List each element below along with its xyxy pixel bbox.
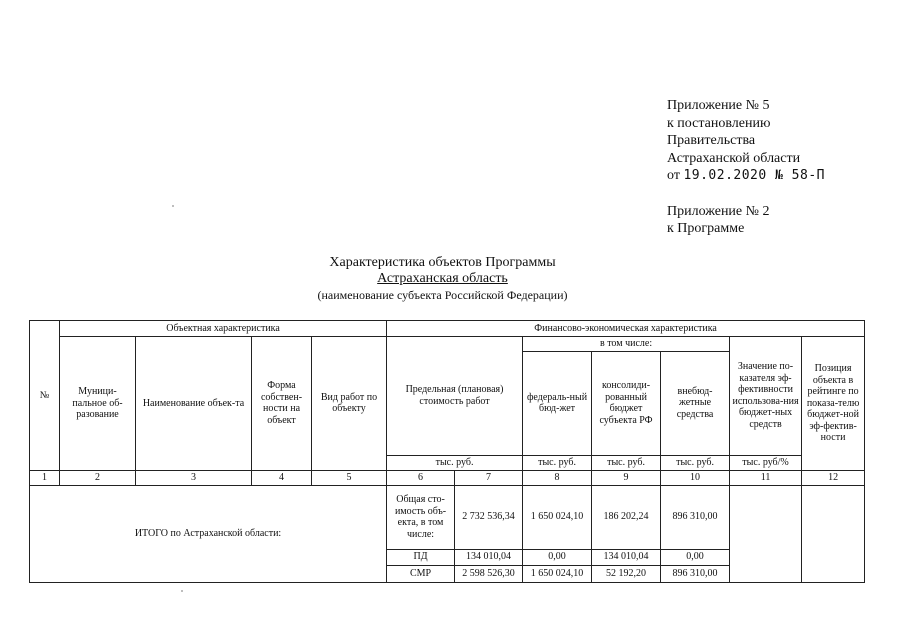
col-number: 4: [252, 470, 312, 485]
header-finance: Финансово-экономическая характеристика: [387, 321, 865, 337]
col-number: 3: [136, 470, 252, 485]
stamp-line: Правительства: [667, 133, 756, 148]
header-object: Объектная характеристика: [60, 321, 387, 337]
col-number: 11: [730, 470, 802, 485]
stamp-line: к Программе: [667, 221, 745, 236]
total-label: ИТОГО по Астраханской области:: [30, 485, 387, 582]
consolidated-value: 52 192,20: [592, 565, 661, 582]
indicator-value: [730, 485, 802, 582]
row-label: Общая сто-имость объ-екта, в том числе:: [387, 485, 455, 549]
extra-value: 896 310,00: [661, 565, 730, 582]
region-name: Астраханская область: [377, 271, 508, 286]
federal-value: 1 650 024,10: [523, 485, 592, 549]
col-number: 5: [312, 470, 387, 485]
col-number: 9: [592, 470, 661, 485]
header-works: Вид работ по объекту: [312, 337, 387, 471]
consolidated-value: 134 010,04: [592, 549, 661, 565]
stamp-line: к постановлению: [667, 115, 771, 131]
col-number: 2: [60, 470, 136, 485]
col-number: 7: [455, 470, 523, 485]
region-caption: (наименование субъекта Российской Федерации): [317, 288, 568, 302]
stamp-line: Приложение № 5: [667, 98, 770, 113]
cost-value: 134 010,04: [455, 549, 523, 565]
consolidated-value: 186 202,24: [592, 485, 661, 549]
header-form: Форма собствен-ности на объект: [252, 337, 312, 471]
row-label: СМР: [387, 565, 455, 582]
header-consolidated: консолиди-рованный бюджет субъекта РФ: [592, 351, 661, 455]
cost-value: 2 732 536,34: [455, 485, 523, 549]
row-label: ПД: [387, 549, 455, 565]
scan-speck: [181, 590, 183, 592]
header-rating: Позиция объекта в рейтинге по показа-телю бюджет-ной эф-фектив-ности: [802, 337, 865, 471]
header-federal: федераль-ный бюд-жет: [523, 351, 592, 455]
rating-value: [802, 485, 865, 582]
objects-table: [29, 320, 865, 583]
date-prefix: от: [667, 168, 680, 183]
federal-value: 1 650 024,10: [523, 565, 592, 582]
unit-consolidated: тыс. руб.: [592, 455, 661, 470]
extra-value: 896 310,00: [661, 485, 730, 549]
unit-cost: тыс. руб.: [387, 455, 523, 470]
federal-value: 0,00: [523, 549, 592, 565]
unit-extra: тыс. руб.: [661, 455, 730, 470]
header-num: №: [30, 321, 60, 471]
col-number: 10: [661, 470, 730, 485]
header-name: Наименование объек-та: [136, 337, 252, 471]
stamp-date-line: [667, 167, 825, 185]
unit-federal: тыс. руб.: [523, 455, 592, 470]
column-number-row: [30, 470, 865, 485]
col-number: 1: [30, 470, 60, 485]
header-cost: Предельная (плановая) стоимость работ: [387, 337, 523, 456]
header-municipal: Муници-пальное об-разование: [60, 337, 136, 471]
header-including: в том числе:: [523, 337, 730, 352]
document-title-block: [0, 254, 885, 303]
col-number: 12: [802, 470, 865, 485]
extra-value: 0,00: [661, 549, 730, 565]
approval-stamp: [667, 97, 825, 238]
cost-value: 2 598 526,30: [455, 565, 523, 582]
table-row: [30, 485, 865, 549]
col-number: 6: [387, 470, 455, 485]
col-number: 8: [523, 470, 592, 485]
stamp-line: Астраханской области: [667, 150, 801, 166]
unit-indicator: тыс. руб/%: [730, 455, 802, 470]
header-indicator: Значение по-казателя эф-фективности использова-ния бюджет-ных средств: [730, 337, 802, 456]
stamp-line: Приложение № 2: [667, 203, 770, 219]
header-extra: внебюд-жетные средства: [661, 351, 730, 455]
document-title: Характеристика объектов Программы: [329, 255, 556, 270]
scan-speck: [172, 205, 174, 207]
date-value: 19.02.2020 № 58-П: [683, 168, 825, 183]
